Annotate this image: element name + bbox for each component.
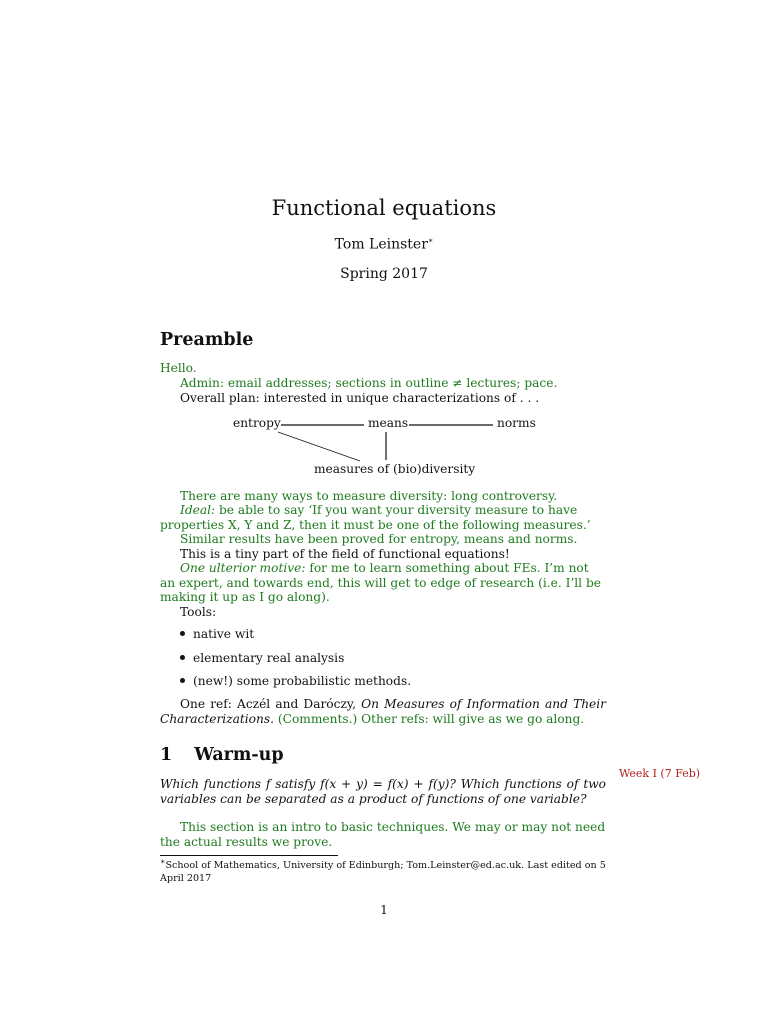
tool-item xyxy=(180,674,411,688)
diagram-entropy-label: entropy xyxy=(233,416,281,430)
ideal-label: Ideal: xyxy=(180,503,216,517)
many-ways-line: There are many ways to measure diversity: long controversy. xyxy=(180,489,558,503)
section-1-question: Which functions f satisfy f(x + y) = f(x) + f(y)? Which functions of two variables can be separated as a product of functions of one variable? xyxy=(160,777,606,806)
ref-comments: (Comments.) Other refs: will give as we go along. xyxy=(274,711,585,726)
hello-line: Hello. xyxy=(160,361,197,375)
motive-text: for me to learn something about FEs. I’m not an expert, and towards end, this will get to edge of research (i.e. I’ll be making it up as I go along). xyxy=(160,561,601,604)
motive-paragraph xyxy=(160,561,606,605)
author-name: Tom Leinster xyxy=(334,236,428,253)
similar-results-line: Similar results have been proved for entropy, means and norms. xyxy=(180,532,578,546)
overall-plan-line: Overall plan: interested in unique characterizations of . . . xyxy=(180,391,540,405)
section-1-intro: This section is an intro to basic techniques. We may or may not need the actual results we prove. xyxy=(160,820,606,849)
motive-label: One ulterior motive: xyxy=(180,561,306,575)
tools-line: Tools: xyxy=(180,605,217,619)
margin-note: Week I (7 Feb) xyxy=(619,767,701,780)
diagram-diversity-label: measures of (bio)diversity xyxy=(314,462,476,476)
tool-item xyxy=(180,651,344,665)
document-title: Functional equations xyxy=(271,196,497,220)
bullet-icon xyxy=(180,631,185,636)
footnote-text: School of Mathematics, University of Edinburgh; Tom.Leinster@ed.ac.uk. Last edited on 5 April 2017 xyxy=(160,860,606,884)
tool-item xyxy=(180,627,254,641)
footnote xyxy=(160,856,606,885)
section-number: 1 xyxy=(160,745,173,765)
admin-line: Admin: email addresses; sections in outline ≠ lectures; pace. xyxy=(180,376,558,390)
section-1-heading xyxy=(160,745,284,765)
ideal-text: be able to say ‘If you want your diversity measure to have properties X, Y and Z, then it must be one of the following measures.’ xyxy=(160,503,591,532)
document-date: Spring 2017 xyxy=(340,266,428,282)
author-footnote-mark: ∗ xyxy=(427,236,434,245)
tiny-part-line: This is a tiny part of the field of functional equations! xyxy=(180,547,510,561)
tool-item-text: (new!) some probabilistic methods. xyxy=(193,674,412,688)
ref-book-title: On Measures of Information and Their Characterizations. xyxy=(160,697,606,726)
tool-item-text: native wit xyxy=(193,627,255,641)
diagram-norms-label: norms xyxy=(497,416,536,430)
bullet-icon xyxy=(180,678,185,683)
entropy-diversity-line xyxy=(278,432,360,461)
footnote-mark: ∗ xyxy=(160,857,166,866)
references-paragraph xyxy=(160,697,606,726)
page-number: 1 xyxy=(380,903,388,917)
ideal-paragraph xyxy=(160,503,606,532)
section-title: Warm-up xyxy=(194,745,284,765)
diagram-means-label: means xyxy=(368,416,409,430)
ref-prefix: One ref: Aczél and Daróczy, xyxy=(180,697,362,711)
preamble-heading: Preamble xyxy=(160,330,254,350)
tool-item-text: elementary real analysis xyxy=(193,651,345,665)
author-line xyxy=(0,236,768,253)
bullet-icon xyxy=(180,655,185,660)
